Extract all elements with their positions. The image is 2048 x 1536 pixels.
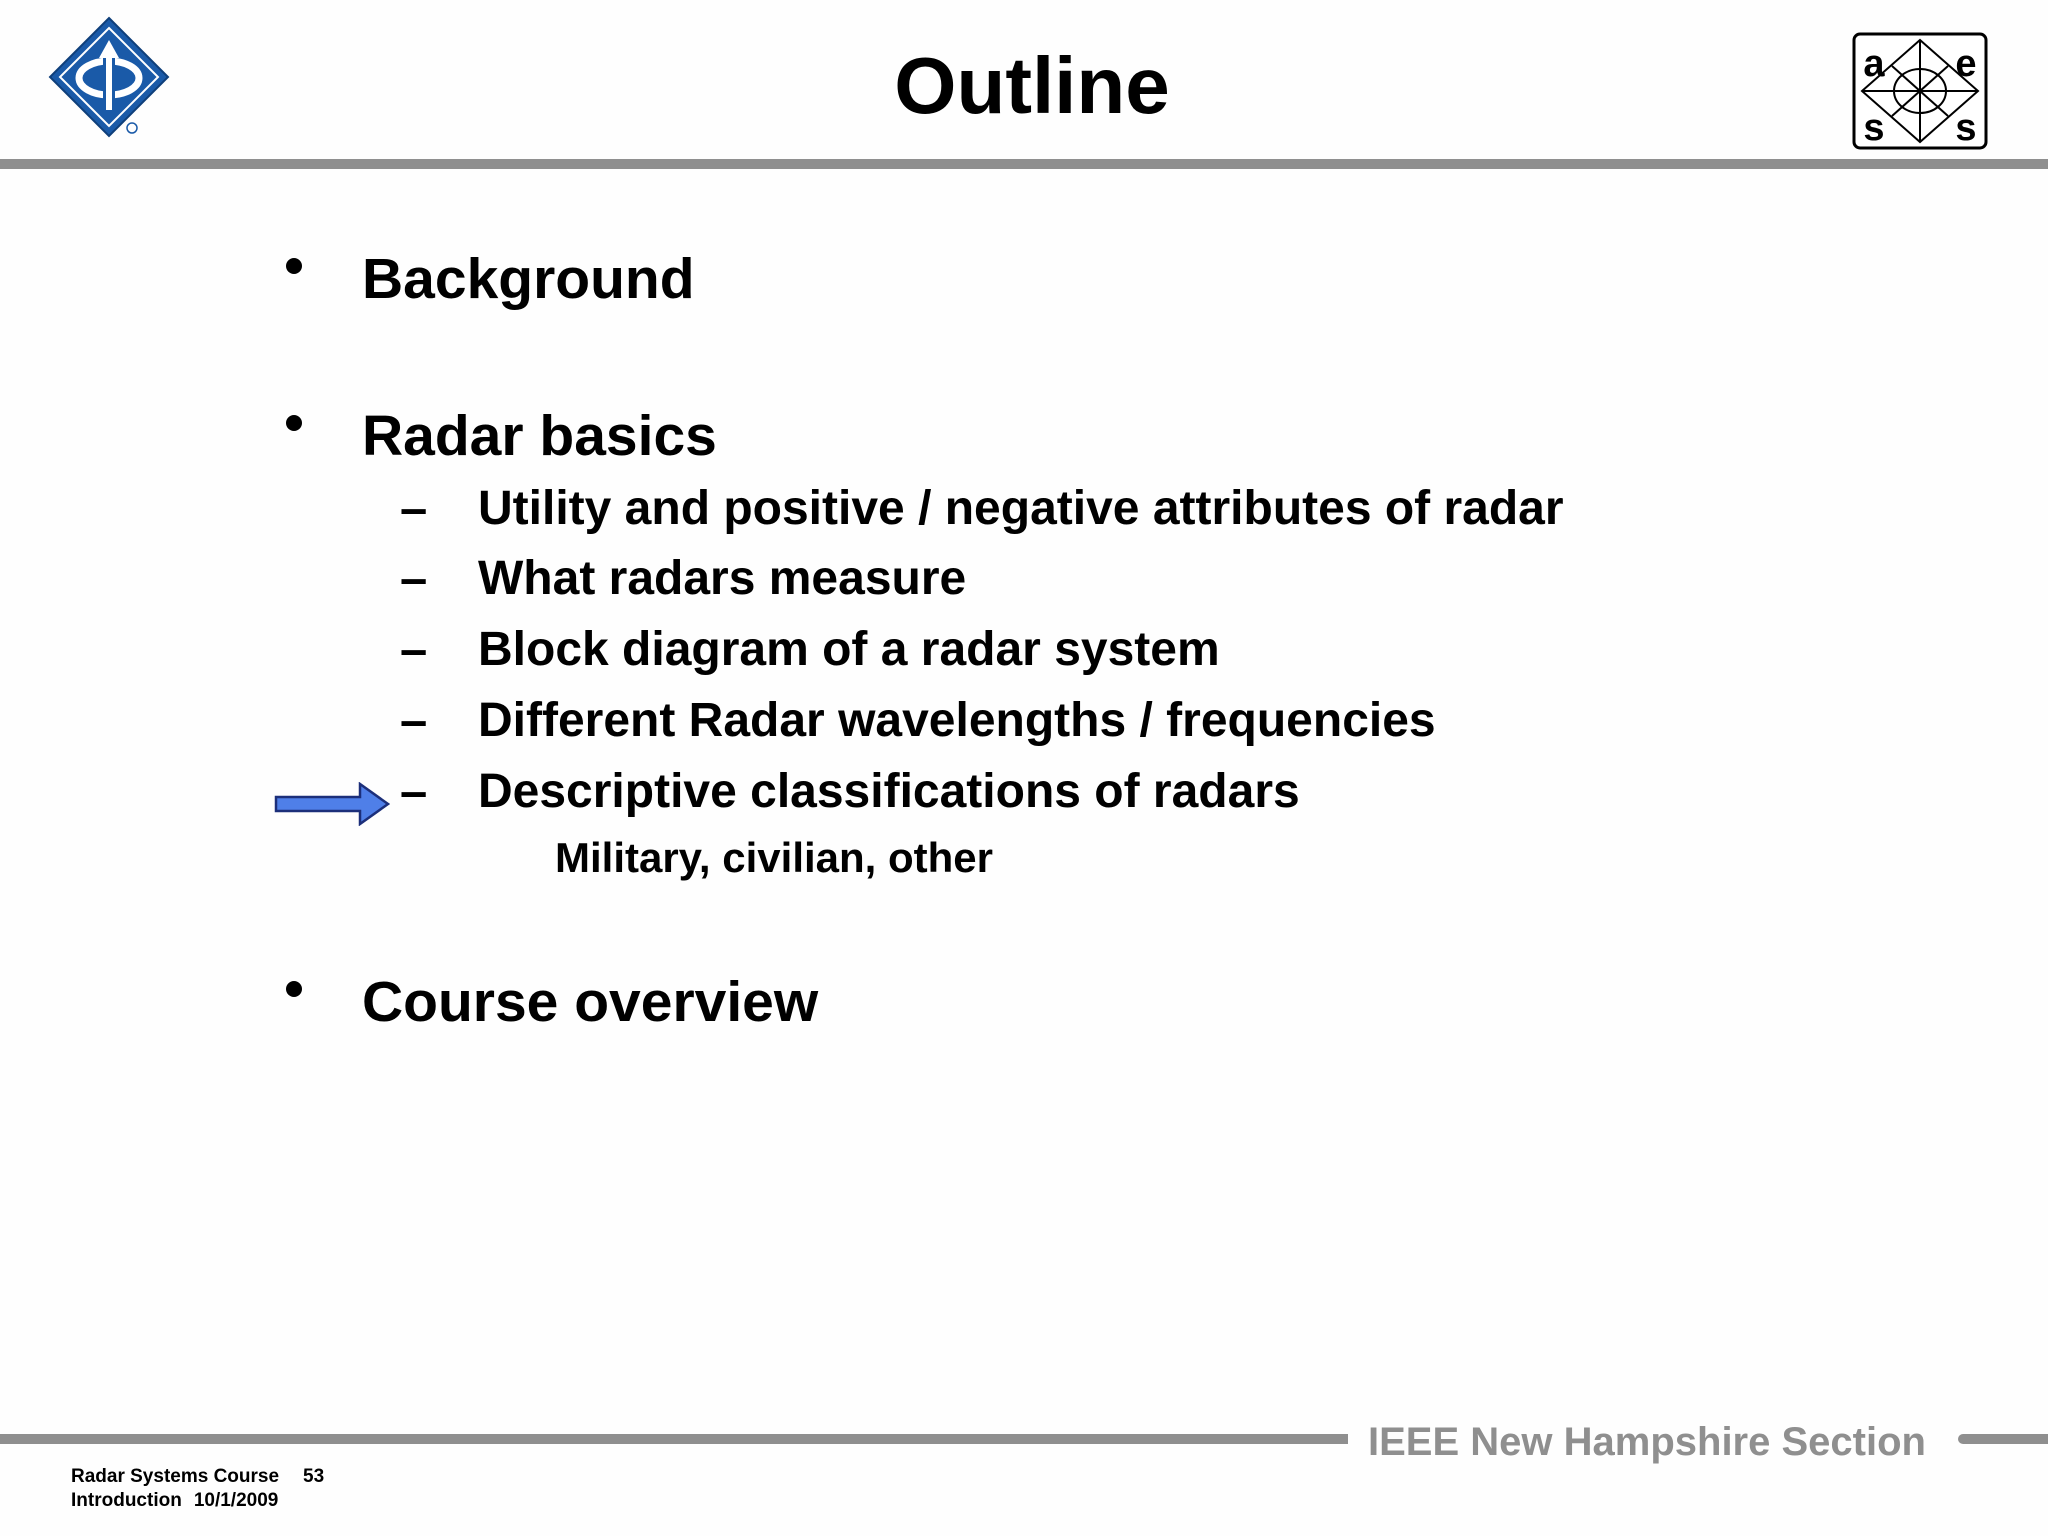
aess-letter-a: a: [1863, 43, 1885, 85]
outline-item-label: Radar basics: [362, 404, 717, 468]
slide-title: Outline: [894, 41, 1170, 130]
footer-section-line: [71, 1489, 278, 1513]
sub-item: [0, 620, 2048, 680]
aess-letter-e: e: [1955, 43, 1977, 85]
footer-section: Introduction: [71, 1490, 182, 1511]
outline-item-label: Background: [362, 247, 695, 311]
aess-letter-s2: s: [1955, 107, 1977, 149]
outline-item-label: Course overview: [362, 970, 819, 1034]
sub-item-label: Descriptive classifications of radars: [478, 765, 1300, 818]
sub-item-label: What radars measure: [478, 552, 967, 605]
sub-item: [0, 549, 2048, 609]
dash-icon: –: [400, 552, 428, 606]
footer-page-number: 53: [303, 1466, 325, 1487]
bullet-icon: [286, 981, 302, 997]
arrow-right-icon: [274, 782, 390, 826]
dash-icon: –: [400, 623, 428, 677]
footer-rule-end: [1958, 1434, 2048, 1444]
sub-item-detail: Military, civilian, other: [555, 834, 994, 881]
bullet-icon: [286, 415, 302, 431]
footer-date: 10/1/2009: [193, 1490, 279, 1511]
sub-item: [0, 691, 2048, 751]
outline-item-course-overview: [0, 967, 2048, 1037]
sub-item: [0, 479, 2048, 539]
dash-icon: –: [400, 482, 428, 536]
dash-icon: –: [400, 694, 428, 748]
outline-item-radar-basics: [0, 401, 2048, 471]
sub-item-label: Utility and positive / negative attributes of radar: [478, 482, 1564, 535]
footer-rule: [0, 1434, 1348, 1444]
sub-item-label: Block diagram of a radar system: [478, 623, 1220, 676]
bullet-icon: [286, 258, 302, 274]
footer-org-name: IEEE New Hampshire Section: [1368, 1420, 1926, 1464]
dash-icon: –: [400, 765, 428, 819]
footer-course: Radar Systems Course: [71, 1466, 280, 1487]
outline-item-background: [0, 244, 2048, 314]
aess-letter-s1: s: [1863, 107, 1885, 149]
sub-item-label: Different Radar wavelengths / frequencies: [478, 694, 1436, 747]
footer-course-line: [71, 1465, 324, 1489]
